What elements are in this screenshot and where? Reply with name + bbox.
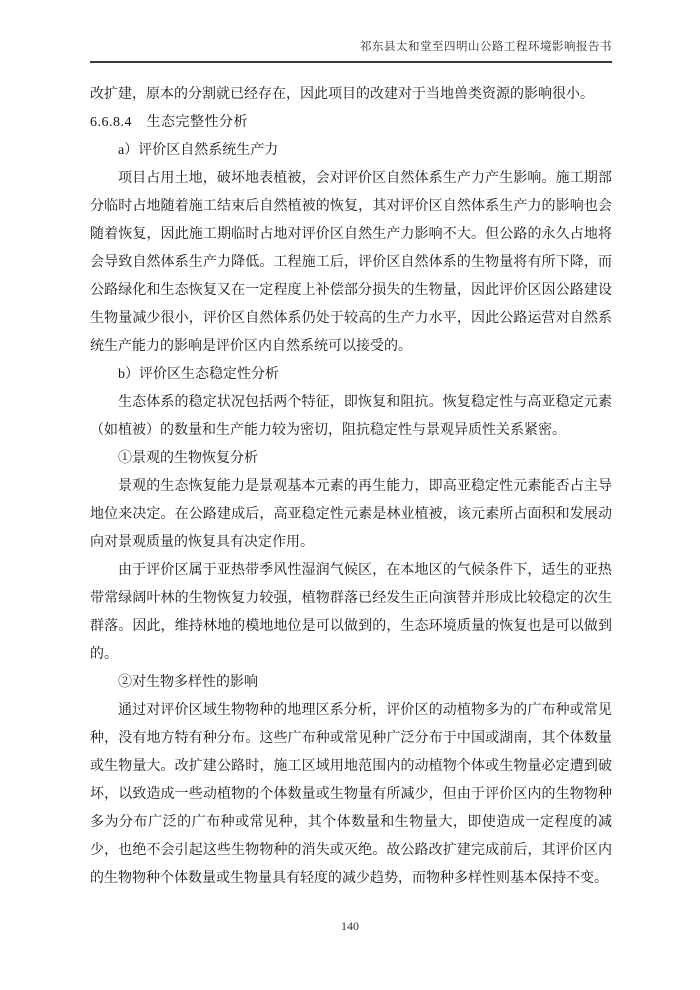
section-heading: 6.6.8.4 生态完整性分析 — [90, 115, 248, 130]
page-number: 140 — [341, 919, 359, 933]
paragraph: 通过对评价区域生物物种的地理区系分析，评价区的动植物多为的广布种或常见种，没有地方特有种分布。这些广布种或常见种广泛分布于中国或湖南，其个体数量或生物量大。改扩建公路时，施工区域用地范围内的动植物个体或生物量必定遭到破坏，以致造成一些动植物的个体数量或生物量有所减少，但由于评价区内的生物物种多为分布广泛的广布种或常见种，其个体数量和生物量大，即使造成一定程度的减少，也绝不会引起这些生物物种的消失或灭绝。故公路改扩建完成前后，其评价区内的生物物种个体数量或生物量具有轻度的减少趋势，而物种多样性则基本保持不变。 — [90, 703, 612, 886]
paragraph: 景观的生态恢复能力是景观基本元素的再生能力，即高亚稳定性元素能否占主导地位来决定。在公路建成后，高亚稳定性元素是林业植被，该元素所占面积和发展动向对景观质量的恢复具有决定作用。 — [90, 479, 612, 550]
paragraph-continued: 改扩建，原本的分割就已经存在，因此项目的改建对于当地兽类资源的影响很小。 — [90, 87, 594, 102]
paragraph: 生态体系的稳定状况包括两个特征，即恢复和阻抗。恢复稳定性与高亚稳定元素（如植被）的数量和生产能力较为密切，阻抗稳定性与景观异质性关系紧密。 — [90, 395, 612, 438]
page-footer — [0, 919, 700, 934]
header-title: 祁东县太和堂至四明山公路工程环境影响报告书 — [360, 41, 612, 53]
paragraph: 由于评价区属于亚热带季风性湿润气候区，在本地区的气候条件下，适生的亚热带常绿阔叶林的生物恢复力较强，植物群落已经发生正向演替并形成比较稳定的次生群落。因此，维持林地的模地地位是可以做到的，生态环境质量的恢复也是可以做到的。 — [90, 563, 612, 662]
subheading-b: b）评价区生态稳定性分析 — [118, 367, 279, 382]
page-header — [90, 38, 612, 63]
subheading-circle-1: ①景观的生物恢复分析 — [118, 451, 258, 466]
subheading-circle-2: ②对生物多样性的影响 — [118, 675, 258, 690]
paragraph: 项目占用土地，破坏地表植被，会对评价区自然体系生产力产生影响。施工期部分临时占地随着施工结束后自然植被的恢复，其对评价区自然体系生产力的影响也会随着恢复，因此施工期临时占地对评价区自然生产力影响不大。但公路的永久占地将会导致自然体系生产力降低。工程施工后，评价区自然体系的生物量将有所下降，而公路绿化和生态恢复又在一定程度上补偿部分损失的生物量，因此评价区因公路建设生物量减少很小，评价区自然体系仍处于较高的生产力水平，因此公路运营对自然系统生产能力的影响是评价区内自然系统可以接受的。 — [90, 171, 612, 354]
subheading-a: a）评价区自然系统生产力 — [118, 143, 279, 158]
document-body — [90, 81, 612, 893]
